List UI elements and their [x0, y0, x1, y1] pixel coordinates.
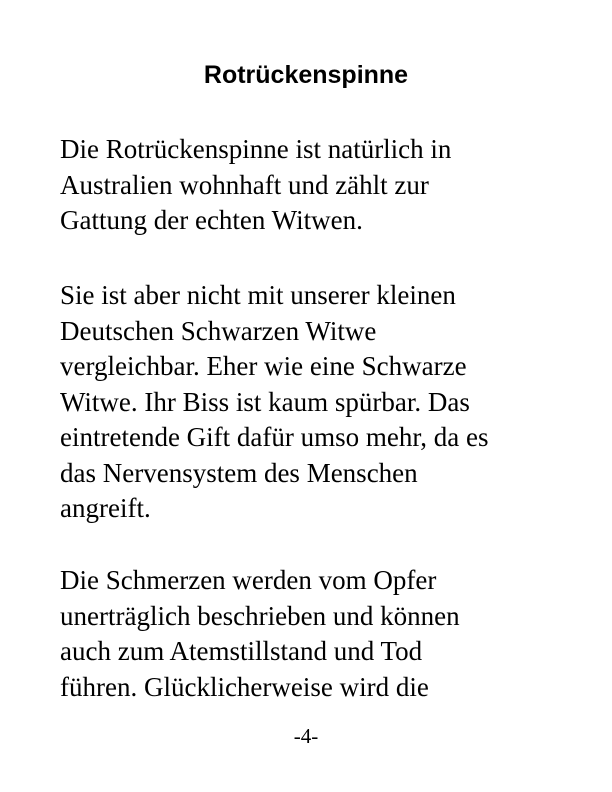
paragraph-1	[60, 132, 560, 239]
paragraph-line: Australien wohnhaft und zählt zur	[60, 169, 429, 200]
paragraph-line: auch zum Atemstillstand und Tod	[60, 636, 423, 666]
paragraph-line: Gattung der echten Witwen.	[60, 205, 363, 235]
paragraph-line: vergleichbar. Eher wie eine Schwarze	[60, 351, 467, 381]
page-number: -4-	[293, 724, 319, 748]
paragraph-line: das Nervensystem des Menschen	[60, 457, 418, 488]
paragraph-line: angreift.	[60, 493, 151, 523]
paragraph-3	[60, 563, 560, 705]
paragraph-line: Die Schmerzen werden vom Opfer	[60, 565, 437, 595]
paragraph-line: eintretende Gift dafür umso mehr, da es	[60, 422, 489, 452]
paragraph-line: unerträglich beschrieben und können	[60, 600, 460, 631]
page-title: Rotrückenspinne	[203, 61, 409, 89]
paragraph-line: Die Rotrückenspinne ist natürlich in	[60, 134, 452, 164]
paragraph-2	[60, 278, 560, 527]
paragraph-line: führen. Glücklicherweise wird die	[60, 671, 429, 702]
paragraph-line: Deutschen Schwarzen Witwe	[60, 315, 377, 346]
paragraph-line: Sie ist aber nicht mit unserer kleinen	[60, 280, 456, 310]
paragraph-line: Witwe. Ihr Biss ist kaum spürbar. Das	[60, 386, 470, 417]
